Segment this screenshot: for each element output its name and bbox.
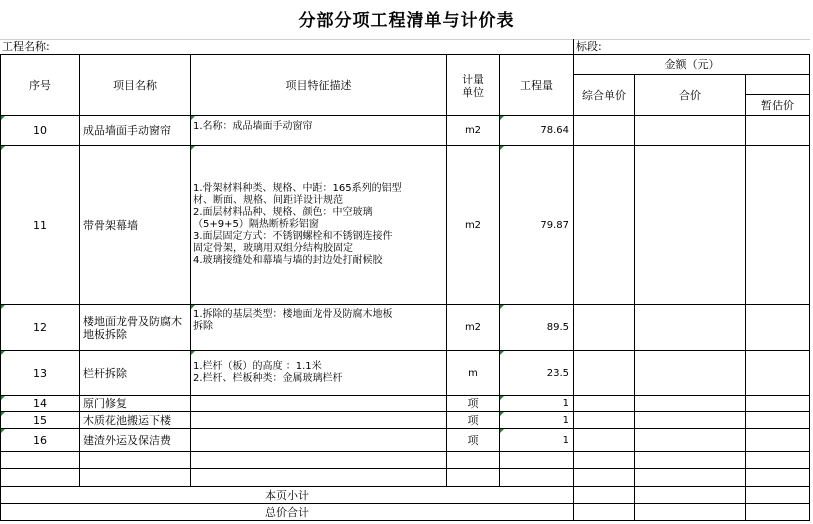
header-item-name: 项目名称 bbox=[113, 78, 157, 92]
row-12-desc: 1.拆除的基层类型：楼地面龙骨及防腐木地板 拆除 bbox=[193, 309, 393, 332]
row-15-qty: 1 bbox=[562, 414, 569, 426]
row-11-unit: m2 bbox=[464, 219, 482, 231]
grand-total-label: 总价合计 bbox=[265, 505, 309, 519]
project-name-label: 工程名称: bbox=[2, 40, 50, 53]
row-15-name: 木质花池搬运下楼 bbox=[83, 413, 171, 427]
row-13-desc: 1.栏杆（板）的高度 ：1.1米 2.栏杆、栏板种类：金属玻璃栏杆 bbox=[193, 361, 343, 384]
header-unit: 计量单位 bbox=[462, 73, 484, 99]
row-12-qty: 89.5 bbox=[546, 322, 569, 333]
cell-marker-icon bbox=[500, 396, 504, 400]
header-total: 合价 bbox=[679, 88, 701, 102]
row-10-unit: m2 bbox=[464, 125, 482, 136]
row-13-qty: 23.5 bbox=[546, 367, 569, 379]
row-10-name: 成品墙面手动窗帘 bbox=[83, 124, 171, 137]
page-title: 分部分项工程清单与计价表 bbox=[298, 11, 515, 31]
cell-marker-icon bbox=[1, 429, 5, 433]
cell-marker-icon bbox=[1, 305, 5, 309]
row-14-unit: 项 bbox=[467, 397, 479, 410]
section-label: 标段: bbox=[576, 40, 602, 53]
header-feature-desc: 项目特征描述 bbox=[285, 78, 352, 92]
header-seq: 序号 bbox=[29, 78, 51, 92]
cell-marker-icon bbox=[1, 116, 5, 120]
row-16-seq: 16 bbox=[33, 433, 47, 447]
cell-marker-icon bbox=[191, 146, 195, 150]
cell-marker-icon bbox=[500, 429, 504, 433]
header-unit-price: 综合单价 bbox=[582, 88, 626, 102]
cell-marker-icon bbox=[191, 351, 195, 355]
cell-marker-icon bbox=[500, 351, 504, 355]
row-15-unit: 项 bbox=[467, 413, 479, 427]
cell-marker-icon bbox=[1, 146, 5, 150]
cell-marker-icon bbox=[500, 146, 504, 150]
row-12-name: 楼地面龙骨及防腐木地板拆除 bbox=[83, 314, 182, 341]
row-16-unit: 项 bbox=[467, 433, 479, 447]
row-13-seq: 13 bbox=[33, 366, 47, 380]
row-10-seq: 10 bbox=[33, 124, 47, 137]
cell-marker-icon bbox=[191, 305, 195, 309]
row-11-qty: 79.87 bbox=[540, 219, 569, 231]
row-15-seq: 15 bbox=[33, 413, 47, 427]
header-provisional: 暂估价 bbox=[761, 98, 794, 112]
header-quantity: 工程量 bbox=[520, 78, 553, 92]
row-14-seq: 14 bbox=[33, 397, 47, 410]
row-14-name: 原门修复 bbox=[83, 397, 127, 410]
row-12-seq: 12 bbox=[33, 321, 47, 334]
row-11-desc: 1.骨架材料种类、规格、中距：165系列的铝型 材、断面、规格、间距详设计规范 2.面层材料品种、规格、颜色：中空玻璃 （5+9+5）隔热断桥彩铝窗 3.面层固定方式：不锈钢螺栓和不锈钢连接件 固定骨架，玻璃用双组分结构胶固定 4.玻璃接缝处和幕墙与墙的封边处打耐候胶 bbox=[193, 183, 402, 266]
row-13-unit: m bbox=[468, 367, 478, 379]
cell-marker-icon bbox=[191, 116, 195, 120]
cell-marker-icon bbox=[500, 116, 504, 120]
header-amount: 金额（元） bbox=[664, 58, 720, 71]
cell-marker-icon bbox=[1, 396, 5, 400]
row-11-seq: 11 bbox=[33, 218, 47, 232]
row-10-qty: 78.64 bbox=[540, 125, 569, 136]
row-14-qty: 1 bbox=[562, 398, 569, 409]
row-12-unit: m2 bbox=[464, 322, 482, 333]
row-11-name: 带骨架幕墙 bbox=[83, 218, 138, 232]
cell-marker-icon bbox=[500, 305, 504, 309]
cell-marker-icon bbox=[500, 412, 504, 416]
row-16-name: 建渣外运及保洁费 bbox=[83, 433, 171, 447]
row-16-qty: 1 bbox=[562, 434, 569, 446]
row-10-desc: 1.名称：成品墙面手动窗帘 bbox=[193, 121, 313, 132]
cell-marker-icon bbox=[1, 412, 5, 416]
cell-marker-icon bbox=[1, 351, 5, 355]
row-13-name: 栏杆拆除 bbox=[83, 366, 127, 380]
page-subtotal-label: 本页小计 bbox=[265, 488, 309, 502]
